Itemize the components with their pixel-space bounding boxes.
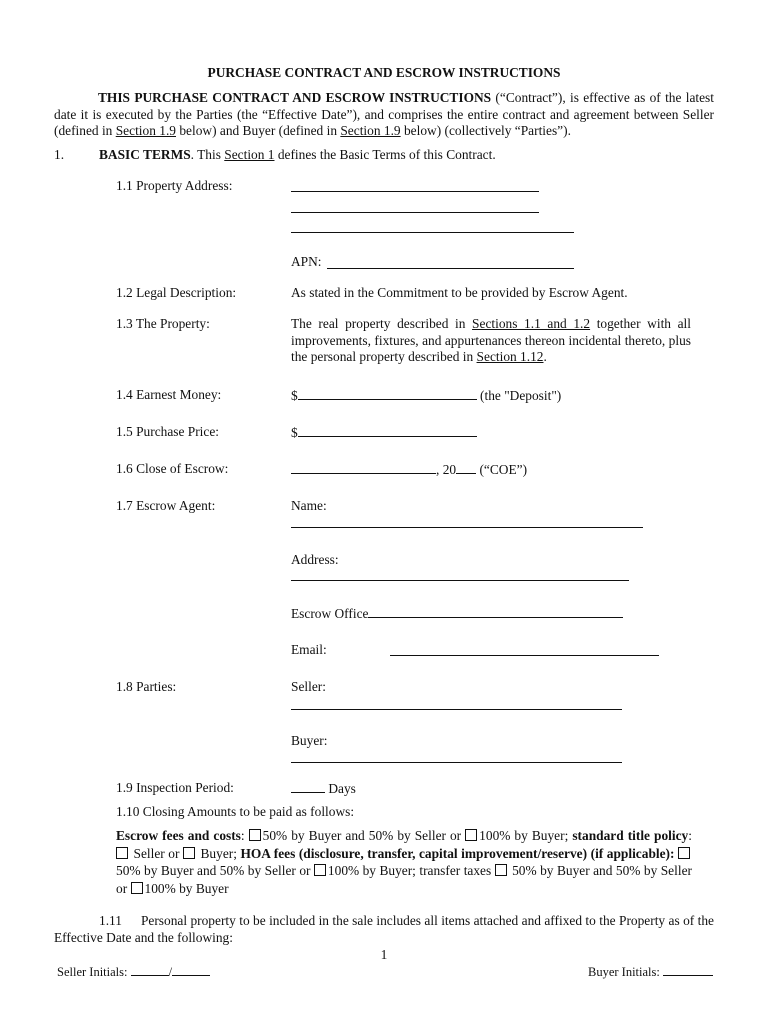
property-text: together with all improvements, fixtures, and appurtenances thereon incidental thereto, plus the personal property described in [291,316,691,364]
earnest-money-field[interactable] [298,387,477,400]
escrow-office-row [291,605,623,622]
item-1-1-label: 1.1 Property Address: [116,178,233,193]
hoa-fees-bold: HOA fees (disclosure, transfer, capital improvement/reserve) (if applicable): [240,845,675,861]
seller-field[interactable] [291,709,622,710]
inspection-period-row [291,780,356,797]
closing-text: 100% by Buyer; [479,828,573,843]
document-title: PURCHASE CONTRACT AND ESCROW INSTRUCTIONS [207,65,561,80]
item-1-11-paragraph [54,913,714,946]
buyer-label: Buyer: [291,733,328,748]
intro-paragraph [54,90,714,140]
closing-text: Buyer; [196,845,241,861]
section-link[interactable]: Sections 1.1 and 1.2 [472,316,591,331]
item-1-2-label: 1.2 Legal Description: [116,285,237,300]
property-description [291,316,691,366]
intro-text: below) (collectively “Parties”). [400,123,571,138]
item-1-4-label: 1.4 Earnest Money: [116,387,222,402]
closing-text: 50% by Buyer and 50% by Seller or [116,863,692,896]
title-policy-bold: standard title policy [572,828,689,843]
closing-text: 50% by Buyer and 50% by Seller or [262,828,466,843]
checkbox[interactable] [183,847,195,859]
apn-field[interactable] [327,268,574,269]
closing-text: 100% by Buyer [144,880,229,896]
seller-initials-label: Seller Initials: [57,965,128,979]
seller-label: Seller: [291,679,326,694]
seller-initials-field-1[interactable] [131,963,169,976]
close-of-escrow-row [291,461,527,478]
purchase-price-field[interactable] [298,424,477,437]
property-text: The real property described in [291,316,473,331]
section-heading-text: . This [190,147,225,162]
checkbox[interactable] [131,882,143,894]
intro-text: (“Contract”), is effective as of the latest date it is executed by the Parties (the “Effective Date”), and comprises the entire contract and agreement between Seller (defined in [54,90,714,138]
property-address-line-2[interactable] [291,212,539,213]
item-1-11-number: 1.11 [99,913,122,928]
escrow-name-field[interactable] [291,527,643,528]
days-suffix: Days [325,781,356,796]
escrow-office-label: Escrow Office [291,606,369,621]
section-link[interactable]: Section 1 [224,147,275,162]
section-link[interactable]: Section 1.9 [115,123,176,138]
intro-text: below) and Buyer (defined in [176,123,341,138]
checkbox[interactable] [678,847,690,859]
escrow-office-field[interactable] [368,605,623,618]
buyer-initials-label: Buyer Initials: [588,965,660,979]
legal-description-value: As stated in the Commitment to be provided by Escrow Agent. [291,285,628,300]
item-1-6-label: 1.6 Close of Escrow: [116,461,229,476]
apn-label: APN: [291,254,322,269]
section-link[interactable]: Section 1.9 [340,123,401,138]
coe-year-field[interactable] [456,461,476,474]
checkbox[interactable] [314,864,326,876]
item-1-3-label: 1.3 The Property: [116,316,210,331]
seller-initials-row [57,963,210,980]
page-number: 1 [380,947,388,962]
deposit-suffix: (the "Deposit") [476,388,562,403]
closing-text: 100% by Buyer; transfer taxes [327,863,495,878]
section-heading-text: defines the Basic Terms of this Contract. [274,147,496,162]
intro-bold: THIS PURCHASE CONTRACT AND ESCROW INSTRUCTIONS [98,90,492,105]
currency-symbol: $ [291,388,298,403]
item-1-11-text: Personal property to be included in the sale includes all items attached and affixed to the Property as of the Effective Date and the following: [54,913,714,945]
escrow-address-label: Address: [291,552,339,567]
seller-initials-field-2[interactable] [172,963,210,976]
item-1-10-label: 1.10 Closing Amounts to be paid as follows: [116,804,355,819]
checkbox[interactable] [116,847,128,859]
inspection-days-field[interactable] [291,780,325,793]
closing-text: 50% by Buyer and 50% by Seller or [116,863,314,878]
checkbox[interactable] [249,829,261,841]
initials-slash: / [168,965,173,979]
escrow-fees-bold: Escrow fees and costs [116,828,241,843]
property-address-line-3[interactable] [291,232,574,233]
escrow-email-label: Email: [291,642,327,657]
item-1-8-label: 1.8 Parties: [116,679,177,694]
purchase-price-row [291,424,477,441]
coe-year-prefix: , 20 [436,462,457,477]
coe-date-field[interactable] [291,461,436,474]
coe-suffix: (“COE”) [476,462,528,477]
section-link[interactable]: Section 1.12 [476,349,544,364]
section-heading-bold: BASIC TERMS [99,147,191,162]
closing-text: Seller or [130,845,183,861]
section-heading [99,147,496,163]
buyer-field[interactable] [291,762,622,763]
item-1-5-label: 1.5 Purchase Price: [116,424,220,439]
closing-text: : [240,828,249,843]
item-1-9-label: 1.9 Inspection Period: [116,780,234,795]
closing-text: : [688,828,692,843]
property-address-line-1[interactable] [291,191,539,192]
checkbox[interactable] [465,829,477,841]
currency-symbol: $ [291,425,298,440]
section-number: 1. [54,147,65,162]
buyer-initials-row [588,963,713,980]
escrow-email-field[interactable] [390,655,659,656]
buyer-initials-field[interactable] [663,963,713,976]
escrow-address-field[interactable] [291,580,629,581]
closing-amounts-paragraph [116,827,692,897]
checkbox[interactable] [495,864,507,876]
earnest-money-row [291,387,561,404]
escrow-name-label: Name: [291,498,327,513]
item-1-7-label: 1.7 Escrow Agent: [116,498,216,513]
property-text: . [543,349,547,364]
